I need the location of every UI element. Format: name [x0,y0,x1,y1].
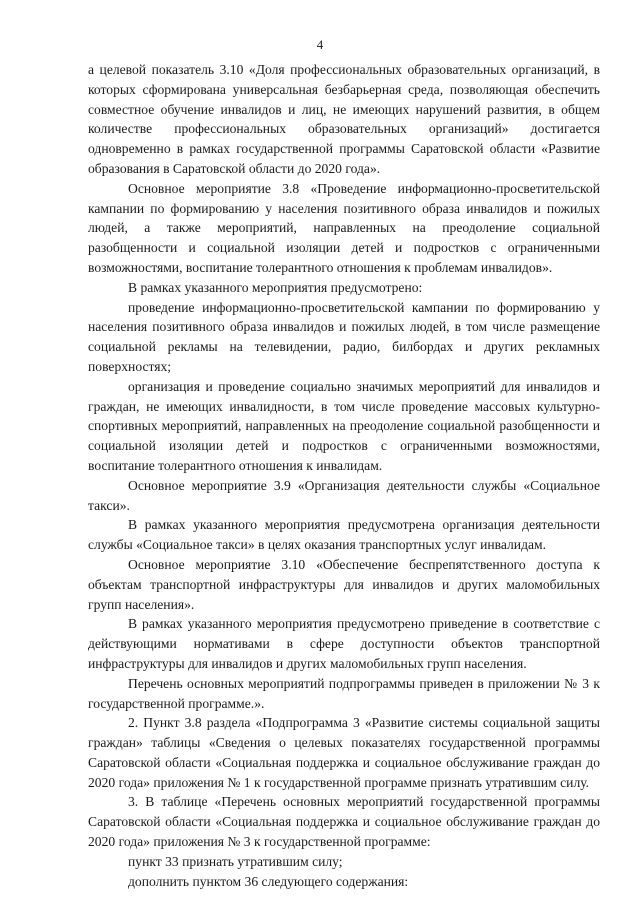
document-body [88,60,600,891]
page-number: 4 [316,37,324,52]
list-item: дополнить пунктом 36 следующего содержания: [128,873,409,889]
list-item: проведение информационно-просветительской кампании по формированию у населения позитивного образа инвалидов и пожилых людей, в том числе размещение социальной рекламы на телевидении, радио, билбордах и других рекламных поверхностях; [88,299,600,374]
paragraph: 3. В таблице «Перечень основных мероприятий государственной программы Саратовской области «Социальная поддержка и социальное обслуживание граждан до 2020 года» приложения № 3 к государственной программе: [88,794,600,850]
paragraph: В рамках указанного мероприятия предусмотрена организация деятельности службы «Социальное такси» в целях оказания транспортных услуг инвалидам. [88,517,600,553]
paragraph: Основное мероприятие 3.8 «Проведение информационно-просветительской кампании по формированию у населения позитивного образа инвалидов и пожилых людей, а также мероприятий, направленных на преодоление социальной разобщенности и социальной изоляции детей и подростков с ограниченными возможностями, воспитание толерантного отношения к проблемам инвалидов». [88,180,600,275]
list-item: пункт 33 признать утратившим силу; [128,853,343,869]
paragraph: Основное мероприятие 3.9 «Организация деятельности службы «Социальное такси». [88,477,600,513]
paragraph: а целевой показатель 3.10 «Доля профессиональных образовательных организаций, в которых сформирована универсальная безбарьерная среда, позволяющая обеспечить совместное обучение инвалидов и лиц, не имеющих нарушений развития, в общем количестве профессиональных образовательных организаций» достигается одновременно в рамках государственной программы Саратовской области «Развитие образования в Саратовской области до 2020 года». [88,62,600,176]
paragraph: В рамках указанного мероприятия предусмотрено: [128,279,423,295]
paragraph: В рамках указанного мероприятия предусмотрено приведение в соответствие с действующими нормативами в сфере доступности объектов транспортной инфраструктуры для инвалидов и других маломобильных групп населения. [88,616,600,671]
list-item: организация и проведение социально значимых мероприятий для инвалидов и граждан, не имеющих инвалидности, в том числе проведение массовых культурно-спортивных мероприятий, направленных на преодоление социальной разобщенности и социальной изоляции детей и подростков с ограниченными возможностями, воспитание толерантного отношения к инвалидам. [88,378,600,473]
paragraph: Основное мероприятие 3.10 «Обеспечение беспрепятственного доступа к объектам транспортной инфраструктуры для инвалидов и других маломобильных групп населения». [88,556,600,612]
paragraph: Перечень основных мероприятий подпрограммы приведен в приложении № 3 к государственной программе.». [88,675,600,711]
paragraph: 2. Пункт 3.8 раздела «Подпрограмма 3 «Развитие системы социальной защиты граждан» таблицы «Сведения о целевых показателях государственной программы Саратовской области «Социальная поддержка и социальное обслуживание граждан до 2020 года» приложения № 1 к государственной программе признать утратившим силу. [88,715,600,790]
